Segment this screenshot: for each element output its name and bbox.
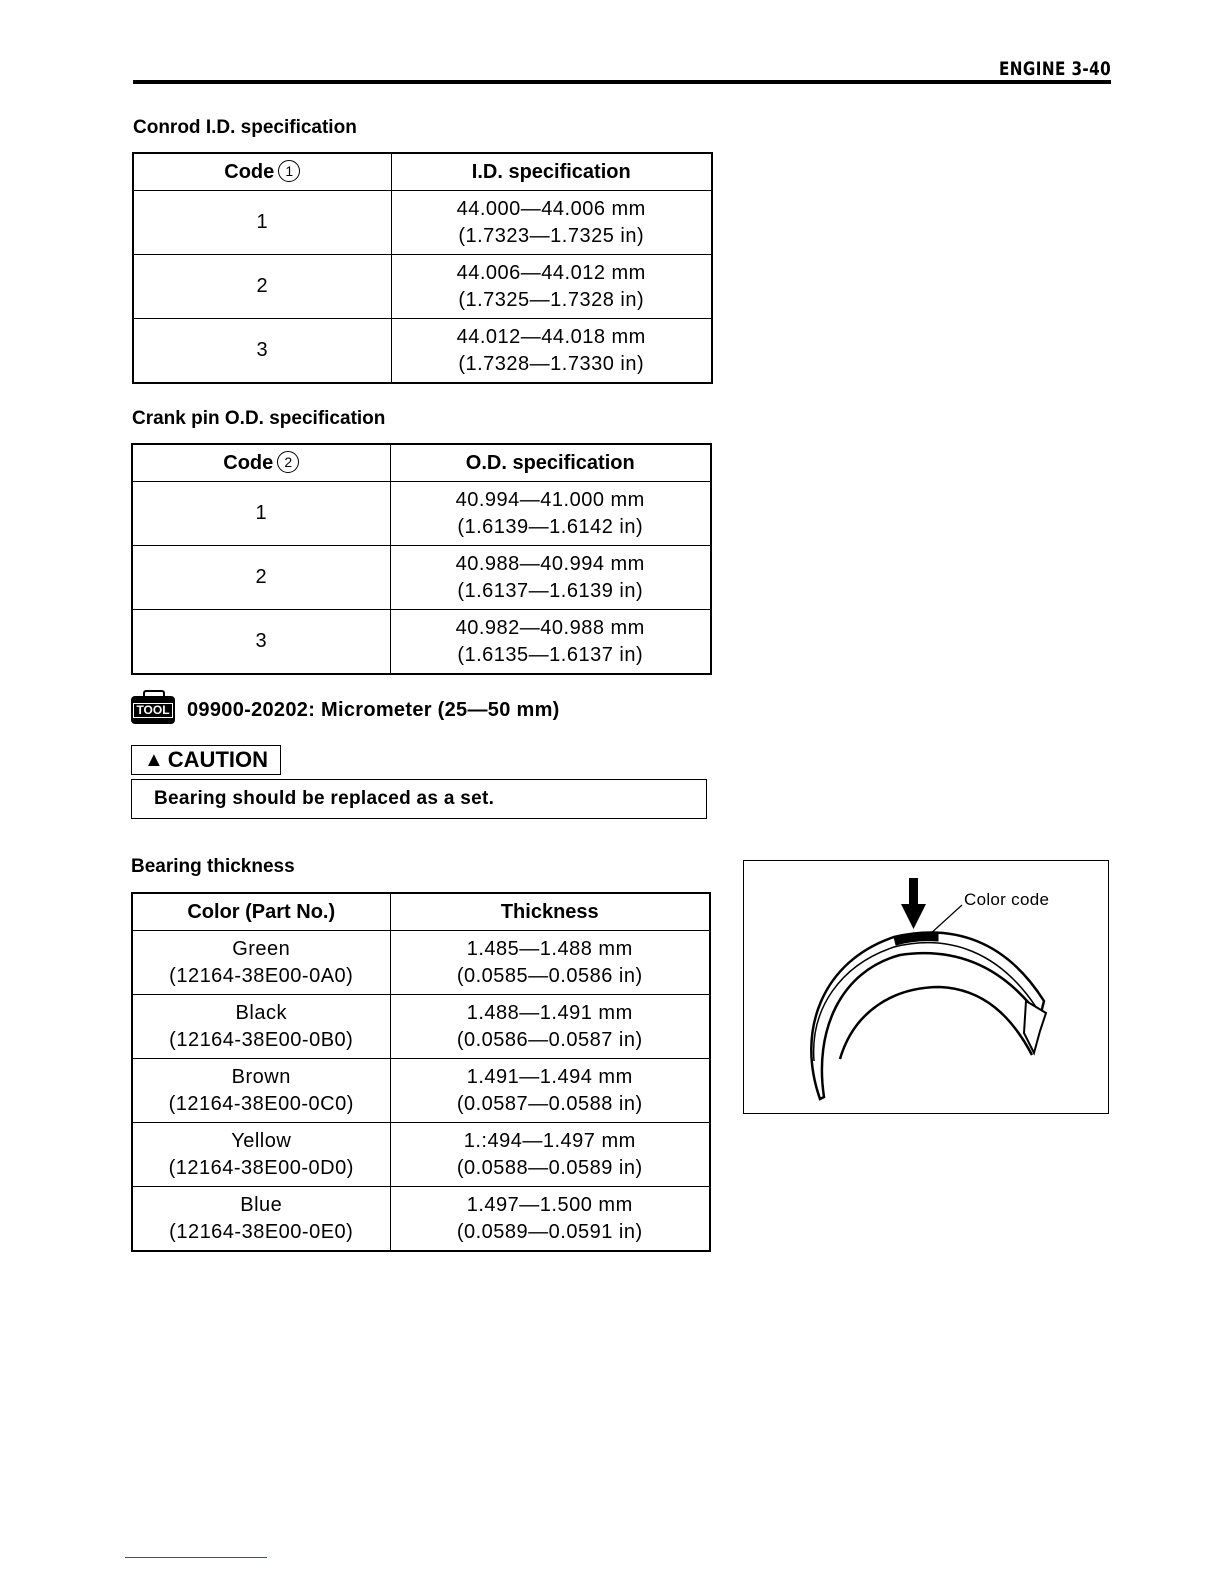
table-row bbox=[133, 255, 712, 319]
crankpin-section-title: Crank pin O.D. specification bbox=[132, 408, 386, 429]
code-cell: 3 bbox=[132, 610, 390, 675]
thickness-cell: 1.497—1.500 mm (0.0589—0.0591 in) bbox=[390, 1187, 710, 1252]
table-row bbox=[132, 546, 711, 610]
table-row bbox=[132, 931, 710, 995]
bearing-figure bbox=[743, 860, 1109, 1114]
table-row bbox=[132, 1187, 710, 1252]
conrod-section-title: Conrod I.D. specification bbox=[133, 117, 357, 138]
spec-cell: 40.982—40.988 mm (1.6135—1.6137 in) bbox=[390, 610, 711, 675]
color-cell: Yellow (12164-38E00-0D0) bbox=[132, 1123, 390, 1187]
warning-icon: ▲ bbox=[143, 748, 164, 771]
color-cell: Brown (12164-38E00-0C0) bbox=[132, 1059, 390, 1123]
code-cell: 2 bbox=[132, 546, 390, 610]
page-title: ENGINE 3-40 bbox=[998, 58, 1111, 80]
color-code-label: Color code bbox=[964, 890, 1050, 909]
footer-line bbox=[125, 1557, 267, 1558]
column-header-color: Color (Part No.) bbox=[132, 893, 390, 931]
code-cell: 3 bbox=[133, 319, 391, 384]
column-header-code: Code 1 bbox=[133, 153, 391, 191]
color-cell: Black (12164-38E00-0B0) bbox=[132, 995, 390, 1059]
thickness-cell: 1.:494—1.497 mm (0.0588—0.0589 in) bbox=[390, 1123, 710, 1187]
column-header-spec: O.D. specification bbox=[390, 444, 711, 482]
code-cell: 2 bbox=[133, 255, 391, 319]
conrod-spec-table bbox=[132, 152, 713, 384]
toolbox-icon: TOOL bbox=[131, 696, 175, 724]
table-row bbox=[133, 191, 712, 255]
spec-cell: 44.006—44.012 mm (1.7325—1.7328 in) bbox=[391, 255, 712, 319]
thickness-cell: 1.485—1.488 mm (0.0585—0.0586 in) bbox=[390, 931, 710, 995]
code-marker-1: 1 bbox=[278, 160, 300, 182]
code-cell: 1 bbox=[132, 482, 390, 546]
special-tool-line bbox=[131, 692, 560, 728]
column-header-thickness: Thickness bbox=[390, 893, 710, 931]
table-row bbox=[132, 995, 710, 1059]
spec-cell: 44.012—44.018 mm (1.7328—1.7330 in) bbox=[391, 319, 712, 384]
spec-cell: 40.988—40.994 mm (1.6137—1.6139 in) bbox=[390, 546, 711, 610]
column-header-spec: I.D. specification bbox=[391, 153, 712, 191]
table-row bbox=[133, 319, 712, 384]
spec-cell: 44.000—44.006 mm (1.7323—1.7325 in) bbox=[391, 191, 712, 255]
spec-cell: 40.994—41.000 mm (1.6139—1.6142 in) bbox=[390, 482, 711, 546]
thickness-cell: 1.488—1.491 mm (0.0586—0.0587 in) bbox=[390, 995, 710, 1059]
header-rule bbox=[133, 80, 1111, 84]
code-cell: 1 bbox=[133, 191, 391, 255]
bearing-shell-illustration bbox=[744, 861, 1110, 1115]
crankpin-spec-table bbox=[131, 443, 712, 675]
caution-label: ▲ CAUTION bbox=[131, 745, 281, 775]
tool-description: 09900-20202: Micrometer (25—50 mm) bbox=[187, 698, 560, 721]
bearing-thickness-table bbox=[131, 892, 711, 1252]
table-row bbox=[132, 482, 711, 546]
bearing-section-title: Bearing thickness bbox=[131, 856, 295, 877]
table-header-row bbox=[133, 153, 712, 191]
column-header-code: Code 2 bbox=[132, 444, 390, 482]
thickness-cell: 1.491—1.494 mm (0.0587—0.0588 in) bbox=[390, 1059, 710, 1123]
color-cell: Green (12164-38E00-0A0) bbox=[132, 931, 390, 995]
page-header bbox=[133, 56, 1111, 86]
color-cell: Blue (12164-38E00-0E0) bbox=[132, 1187, 390, 1252]
code-marker-2: 2 bbox=[277, 451, 299, 473]
caution-message: Bearing should be replaced as a set. bbox=[131, 779, 707, 819]
table-header-row bbox=[132, 444, 711, 482]
table-header-row bbox=[132, 893, 710, 931]
table-row bbox=[132, 1059, 710, 1123]
table-row bbox=[132, 610, 711, 675]
table-row bbox=[132, 1123, 710, 1187]
